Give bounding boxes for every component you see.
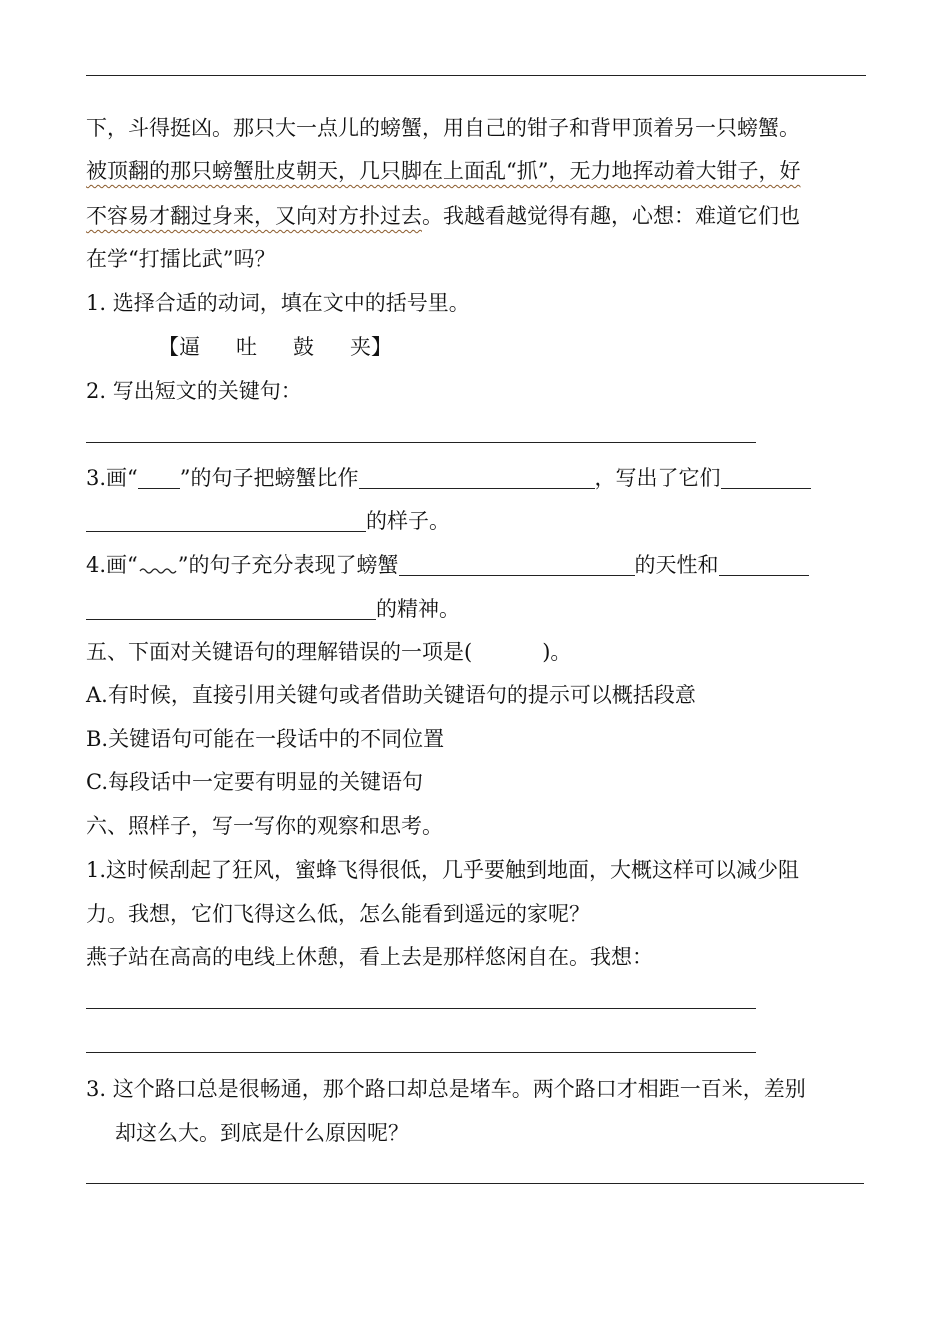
passage-line-1: 下，斗得挺凶。那只大一点儿的螃蟹，用自己的钳子和背甲顶着另一只螃蟹。	[86, 116, 800, 140]
example-3-line-2: 却这么大。到底是什么原因呢？	[115, 1121, 409, 1145]
passage-line-3-rest: 。我越看越觉得有趣，心想：难道它们也	[422, 204, 800, 228]
q4-mid2: 的天性和	[634, 553, 719, 577]
choice-1: 逼	[179, 335, 200, 359]
q3-blank-3[interactable]	[86, 509, 366, 532]
question-3-cont	[86, 506, 450, 536]
choice-4: 夹	[350, 335, 371, 359]
q3-suffix: 的样子。	[366, 509, 450, 533]
passage-line-4: 在学“打擂比武”吗？	[86, 247, 276, 271]
bracket-open: 【	[158, 335, 179, 359]
q4-mid: ”的句子充分表现了螃蟹	[177, 553, 399, 577]
section-6-title: 六、照样子，写一写你的观察和思考。	[86, 814, 443, 838]
question-1: 1. 选择合适的动词，填在文中的括号里。	[86, 291, 470, 315]
answer-line-ex2-1[interactable]	[86, 1008, 756, 1009]
q4-blank-3[interactable]	[86, 597, 376, 620]
answer-line-ex2-2[interactable]	[86, 1052, 756, 1053]
q4-blank-1[interactable]	[399, 553, 635, 576]
choice-3: 鼓	[293, 335, 314, 359]
wavy-underlined-sentence: 被顶翻的那只螃蟹肚皮朝天，几只脚在上面乱“抓”，无力地挥动着大钳子，好	[86, 159, 801, 183]
section-5-title-b: )。	[542, 640, 572, 664]
question-4	[86, 550, 809, 580]
example-1-line-1: 1.这时候刮起了狂风，蜜蜂飞得很低，几乎要触到地面，大概这样可以减少阻	[86, 858, 800, 882]
wavy-underlined-sentence-end: 不容易才翻过身来，又向对方扑过去	[86, 204, 422, 228]
choice-2: 吐	[236, 335, 257, 359]
q3-mid: ”的句子把螃蟹比作	[179, 466, 359, 490]
option-b: B.关键语句可能在一段话中的不同位置	[86, 727, 445, 751]
question-4-cont	[86, 594, 460, 624]
q4-suffix: 的精神。	[376, 597, 460, 621]
q3-mid2: ，写出了它们	[594, 466, 721, 490]
option-c: C.每段话中一定要有明显的关键语句	[86, 770, 423, 794]
section-5-title	[86, 637, 571, 667]
q4-blank-2[interactable]	[719, 553, 809, 576]
example-2-prompt: 燕子站在高高的电线上休憩，看上去是那样悠闲自在。我想：	[86, 945, 653, 969]
q3-blank-1[interactable]	[359, 466, 595, 489]
question-2: 2. 写出短文的关键句：	[86, 379, 302, 403]
question-3	[86, 463, 811, 493]
section-5-title-a: 五、下面对关键语句的理解错误的一项是(	[86, 640, 473, 664]
q3-blank-2[interactable]	[721, 466, 811, 489]
passage-line-3	[86, 201, 800, 231]
wavy-underline-sample-icon	[138, 556, 178, 576]
answer-line-ex3[interactable]	[86, 1183, 864, 1184]
straight-underline-sample	[138, 468, 180, 489]
header-rule	[86, 75, 866, 76]
bracket-close: 】	[371, 335, 392, 359]
example-1-line-2: 力。我想，它们飞得这么低，怎么能看到遥远的家呢？	[86, 902, 590, 926]
q3-prefix: 3.画“	[86, 466, 138, 490]
example-3-line-1: 3. 这个路口总是很畅通，那个路口却总是堵车。两个路口才相距一百米，差别	[86, 1077, 806, 1101]
passage-line-2	[86, 156, 800, 186]
option-a: A.有时候，直接引用关键句或者借助关键语句的提示可以概括段意	[86, 683, 696, 707]
verb-choices	[158, 332, 392, 362]
answer-line-q2[interactable]	[86, 442, 756, 443]
q4-prefix: 4.画“	[86, 553, 138, 577]
